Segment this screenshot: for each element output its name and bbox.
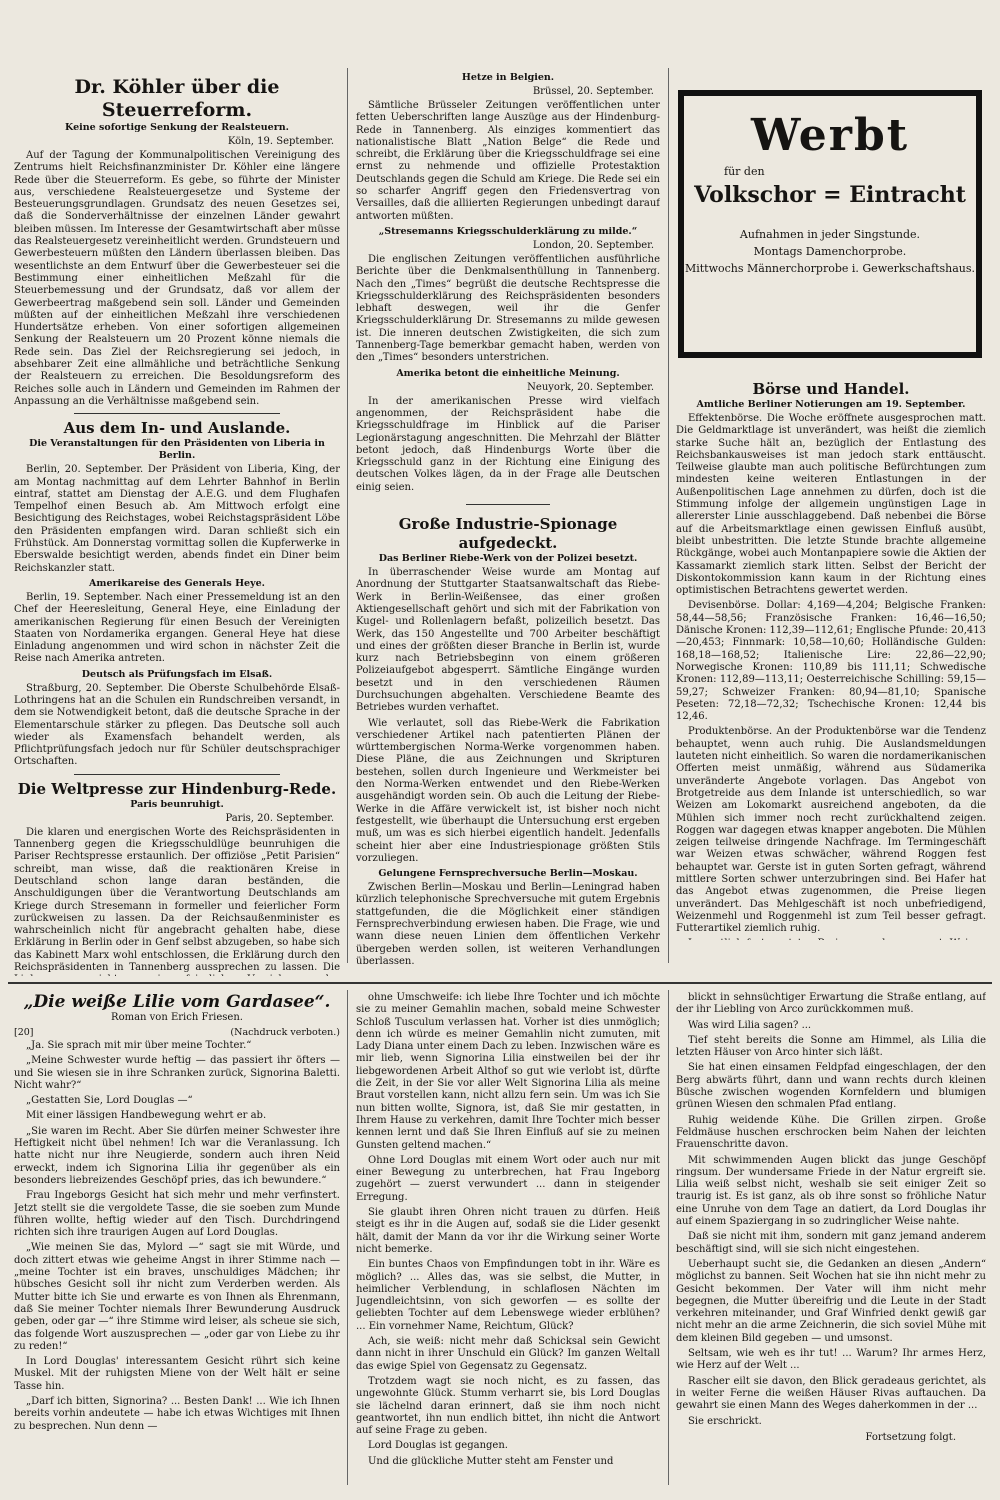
novel-paragraph: Rascher eilt sie davon, den Blick geradeaus gerichtet, als in weiter Ferne die weißen Häuser Rivas auftauchen. Da gewahrt sie einen Mann des Weges daherkommen in der ... bbox=[676, 1375, 986, 1412]
novel-paragraph: Seltsam, wie weh es ihr tut! ... Warum? Ihr armes Herz, wie Herz auf der Welt ... bbox=[676, 1348, 986, 1372]
subheadline: Amtliche Berliner Notierungen am 19. September. bbox=[696, 399, 966, 410]
ad-line: Aufnahmen in jeder Singstunde. bbox=[739, 228, 921, 241]
novel-notes bbox=[14, 1027, 340, 1038]
headline-hetze: Hetze in Belgien. bbox=[461, 72, 555, 83]
currency-report: Devisenbörse. Dollar: 4,169—4,204; Belgische Franken: 58,44—58,56; Französische Franken: 16,46—16,50; Dänische Kronen: 112,39—112,61; Englische Pfunde: 20,413—20,453; Finnmark: 10,58—10,60; Holländische Gulden: 168,18—168,52; Italienische Lire: 22,86—22,90; Norwegische Kronen: 110,89 bis 111,11; Schwedische Kronen: 112,89—113,11; Oesterreichische Schilling: 59,15—59,27; Schweizer Franken: 80,94—81,10; Spanische Peseten: 72,18—72,32; Tschechische Kronen: 12,44 bis 12,46. bbox=[676, 600, 986, 723]
novel-paragraph: Sie hat einen einsamen Feldpfad eingeschlagen, der den Berg abwärts führt, dann und wann rechts durch kleinen Büsche zwischen wogenden Kornfeldern und blumigen grünen Wiesen den schmalen Pfad entlang. bbox=[676, 1062, 986, 1111]
dateline: London, 20. September. bbox=[532, 239, 654, 251]
dateline: Brüssel, 20. September. bbox=[532, 86, 654, 97]
novel-paragraph: Daß sie nicht mit ihm, sondern mit ganz jemand anderem beschäftigt sind, will sie sich nicht eingestehen. bbox=[676, 1231, 986, 1255]
novel-paragraph: „Darf ich bitten, Signorina? ... Besten Dank! ... Wie ich Ihnen bereits vorhin andeutete — habe ich etwas Wichtiges mit Ihnen zu besprechen. Nun denn — bbox=[14, 1396, 340, 1432]
copyright-note: (Nachdruck verboten.) bbox=[230, 1027, 340, 1038]
dateline: Neuyork, 20. September. bbox=[527, 381, 654, 393]
article-text: Straßburg, 20. September. Die Oberste Schulbehörde Elsaß-Lothringens hat an die Schulen ein Rundschreiben versandt, in dem sie Notwendigkeit betont, daß die deutsche Sprache in der Elementarschule stärker zu pflegen. Das Deutsche soll auch wieder als Examensfach behandelt werden, als Pflichtprüfungsfach jedoch nur für Schüler deutschsprachiger Ortschaften. bbox=[14, 682, 340, 768]
column-divider-1 bbox=[347, 68, 348, 963]
produce-report: Produktenbörse. An der Produktenbörse war die Tendenz behauptet, wenn auch ruhig. Die Auslandsmeldungen lauteten nicht einheitlich. So waren die nordamerikanischen Offerten meist unmäßig, während aus Südamerika unveränderte Angebote vorlagen. Das Angebot von Brotgetreide aus dem Inlande ist unterschiedlich, so war Weizen am Lokomarkt ausreichend angeboten, da die Mühlen sich immer noch recht zurückhaltend zeigen. Roggen war dagegen etwas knapper angeboten. Die Mühlen zeigen teilweise dringende Nachfrage. Im Termingeschäft war Weizen etwas schwächer, während Roggen fest behauptet war. Gerste ist in guten Sorten gefragt, während mittlere Sorten schwer unterzubringen sind. Bei Hafer hat das Angebot etwas zugenommen, die Preise liegen unverändert. Das Mehlgeschäft ist noch unbefriedigend, Weizenmehl und Roggenmehl ist zum Teil besser gefragt. Futterartikel ziemlich ruhig. bbox=[676, 726, 986, 935]
article-text: Wie verlautet, soll das Riebe-Werk die Fabrikation verschiedener Artikel nach patentierten Plänen der württembergischen Norma-Werke vorgenommen haben. Diese Pläne, die aus Zeichnungen und Skripturen bestehen, sollen durch Ingenieure und Werkmeister bei den Norma-Werken entwendet und den Riebe-Werken ausgehändigt worden sein. Ob auch die Leitung der Riebe-Werke in die Affäre verwickelt ist, ist bisher noch nicht festgestellt, wie überhaupt die Untersuchung erst ergeben muß, um was es sich hierbei eigentlich handelt. Jedenfalls scheint hier aber eine Industriespionage größten Stils vorzuliegen. bbox=[356, 717, 660, 864]
novel-paragraph: Sie glaubt ihren Ohren nicht trauen zu dürfen. Heiß steigt es ihr in die Augen auf, sodaß sie die Lider gesenkt hält, damit der Mann da vor ihr die Wirkung seiner Worte nicht bemerke. bbox=[356, 1207, 660, 1255]
ad-fuer: für den bbox=[724, 165, 765, 178]
novel-paragraph: Ohne Lord Douglas mit einem Wort oder auch nur mit einer Bewegung zu unterbrechen, hat Frau Ingeborg zugehört — zuerst verwundert ... dann in steigender Erregung. bbox=[356, 1154, 660, 1203]
subheadline: Amerikareise des Generals Heye. bbox=[89, 577, 265, 589]
subheadline: Keine sofortige Senkung der Realsteuern. bbox=[65, 122, 289, 133]
column-middle bbox=[356, 72, 660, 972]
novel-byline: Roman von Erich Friesen. bbox=[111, 1012, 243, 1023]
novel-text bbox=[14, 1040, 340, 1433]
feuilleton-divider-2 bbox=[668, 990, 669, 1485]
article-text: Sämtliche Brüsseler Zeitungen veröffentlichen unter fetten Ueberschriften lange Auszüge aus der Hindenburg-Rede in Tannenberg. Als einziges kommentiert das nationalistische Blatt „Nation Belge“ die Rede und schreibt, die Erklärung über die Kriegsschuldfrage sei eine ernst zu nehmende und offizielle Protestaktion Deutschlands gegen die Schuld am Kriege. Die Rede sei ein so scharfer Angriff gegen den Friedensvertrag von Versailles, daß die alliierten Regierungen unbedingt darauf antworten müßten. bbox=[356, 100, 660, 222]
novel-paragraph: Frau Ingeborgs Gesicht hat sich mehr und mehr verfinstert. Jetzt stellt sie die vergoldete Tasse, die sie soeben zum Munde führen wollte, heftig wieder auf den Tisch. Durchdringend richten sich ihre traurigen Augen auf Lord Douglas. bbox=[14, 1190, 340, 1239]
subheadline bbox=[356, 971, 660, 972]
novel-paragraph: „Ja. Sie sprach mit mir über meine Tochter.“ bbox=[26, 1040, 252, 1051]
article-text: Zwischen Berlin—Moskau und Berlin—Leningrad haben kürzlich telephonische Sprechversuche mit gutem Ergebnis stattgefunden, die die Möglichkeit einer ständigen Fernsprechverbindung erwiesen haben. Die Frage, wie und wann diese neuen Linien dem öffentlichen Verkehr übergeben werden sollen, ist weiteren Verhandlungen überlassen. bbox=[356, 882, 660, 967]
novel-paragraph: „Sie waren im Recht. Aber Sie dürfen meiner Schwester ihre Heftigkeit nicht übel nehmen! Ich war die Veranlassung. Ich hatte nicht nur ihre Neugierde, sondern auch ihren Neid erweckt, indem ich Signorina Lilia ihr gegenüber als ein besonders liebreizendes Geschöpf pries, das ich bewundere.“ bbox=[14, 1125, 340, 1186]
novel-paragraph: In Lord Douglas' interessantem Gesicht rührt sich keine Muskel. Mit der ruhigsten Miene von der Welt hält er seine Tasse hin. bbox=[14, 1356, 340, 1392]
column-left bbox=[14, 76, 340, 976]
headline-boerse: Börse und Handel. bbox=[752, 380, 910, 398]
novel-paragraph: „Gestatten Sie, Lord Douglas —“ bbox=[26, 1095, 193, 1107]
subheadline: Deutsch als Prüfungsfach im Elsaß. bbox=[81, 668, 273, 680]
novel-paragraph: Mit schwimmenden Augen blickt das junge Geschöpf ringsum. Der wundersame Friede in der Natur ergreift sie. Lilia weiß selbst nicht, weshalb sie seit einiger Zeit so traurig ist. Es ist ganz, als ob ihre sonst so fröhliche Natur eine Unruhe von dem Tage an datiert, da Lord Douglas ihr auf einem Spaziergang in so zudringlicher Weise nahte. bbox=[676, 1154, 986, 1228]
novel-paragraph: Sie erschrickt. bbox=[688, 1415, 762, 1427]
subheadline: Die Veranstaltungen für den Präsidenten von Liberia in Berlin. bbox=[29, 438, 325, 462]
novel-paragraph: Was wird Lilia sagen? ... bbox=[688, 1019, 812, 1031]
feuilleton-divider-1 bbox=[347, 990, 348, 1485]
novel-paragraph: Ruhig weidende Kühe. Die Grillen zirpen. Große Feldmäuse huschen erschrocken beim Nahen der leichten Frauenschritte davon. bbox=[676, 1114, 986, 1151]
feuilleton-column-3 bbox=[676, 992, 986, 1492]
headline-industrie-spionage: Große Industrie-Spionage aufgedeckt. bbox=[398, 515, 618, 553]
headline-inland-ausland: Aus dem In- und Auslande. bbox=[63, 419, 291, 438]
dateline: Köln, 19. September. bbox=[227, 136, 334, 147]
subheadline: Gelungene Fernsprechversuche Berlin—Moskau. bbox=[378, 868, 638, 880]
subheadline: Paris beunruhigt. bbox=[130, 798, 224, 810]
price-list bbox=[676, 938, 986, 940]
novel-title: „Die weiße Lilie vom Gardasee“. bbox=[23, 992, 331, 1012]
fortsetzung-note: Fortsetzung folgt. bbox=[865, 1431, 956, 1443]
dateline: Paris, 20. September. bbox=[225, 812, 334, 824]
market-report: Effektenbörse. Die Woche eröffnete ausgesprochen matt. Die Geldmarktlage ist unverändert, was heißt die ziemlich starke Suche hält an, bezüglich der Entlastung des Reichsbankausweises ist man jedoch stark enttäuscht. Teilweise glaubte man auch politische Befürchtungen zum mindesten keine weiteren Entlastungen in der Außenpolitischen Lage annehmen zu dürfen, doch ist die Stimmung infolge der allgemein ungünstigen Lage in allererster Linie ausschlaggebend. Daß nebenbei die Börse auf die Arbeitsmarktlage einen gewissen Einfluß ausübt, bleibt unbestritten. Die letzte Stunde brachte allgemeine Rückgänge, wobei auch Montanpapiere sowie die Aktien der Kassamarkt ziemlich stark litten. Selbst der Bericht der Diskontokommission kann kaum in der Richtung eines optimistischen Betrachtens gewertet werden. bbox=[676, 413, 986, 597]
rule bbox=[466, 504, 550, 505]
ad-line: Mittwochs Männerchorprobe i. Gewerkschaftshaus. bbox=[684, 262, 975, 275]
novel-paragraph: Tief steht bereits die Sonne am Himmel, als Lilia die letzten Häuser von Arco hinter sich läßt. bbox=[676, 1034, 986, 1059]
article-text: In überraschender Weise wurde am Montag auf Anordnung der Stuttgarter Staatsanwaltschaft das Riebe-Werk in Berlin-Weißensee, das einer großen Aktiengesellschaft gehört und sich mit der Fabrikation von Kugel- und Rollenlagern befaßt, polizeilich besetzt. Das Werk, das 150 Angestellte und 700 Arbeiter beschäftigt und eines der größten dieser Branche in Berlin ist, wurde kurz nach Betriebsbeginn von einem größeren Polizeiaufgebot abgesperrt. Sämtliche Eingänge wurden besetzt und in den verschiedenen Räumen Durchsuchungen abgehalten. Verschiedene Beamte des Betriebes wurden verhaftet. bbox=[356, 567, 660, 714]
ad-organization: Volkschor = Eintracht bbox=[694, 182, 966, 208]
feuilleton-column-1 bbox=[14, 992, 340, 1492]
novel-paragraph: Ueberhaupt sucht sie, die Gedanken an diesen „Andern“ möglichst zu bannen. Seit Wochen hat sie ihn nicht mehr zu Gesicht bekommen. Der Vater will ihm nicht mehr begegnen, die Mutter übereifrig und die Leute in der Stadt verkehren miteinander, und Graf Winfried denkt gewiß gar nicht mehr an die arme Zeichnerin, die sich soviel Mühe mit dem kleinen Bild gegeben — und umsonst. bbox=[676, 1258, 986, 1344]
ad-headline: Werbt bbox=[750, 110, 910, 161]
headline-steuerreform: Dr. Köhler über die Steuerreform. bbox=[74, 76, 280, 121]
novel-paragraph: blickt in sehnsüchtiger Erwartung die Straße entlang, auf der ihr Liebling von Arco zurückkommen muß. bbox=[676, 992, 986, 1016]
feuilleton-divider bbox=[8, 982, 992, 984]
novel-paragraph: Ach, sie weiß: nicht mehr daß Schicksal sein Gewicht dann nicht in ihrer Unschuld ein Glück? Im ganzen Weltall das ewige Spiel von Gegensatz zu Gegensatz. bbox=[356, 1336, 660, 1372]
novel-paragraph: Und die glückliche Mutter steht am Fenster und bbox=[368, 1455, 614, 1467]
feuilleton-column-2 bbox=[356, 992, 660, 1492]
novel-text bbox=[356, 992, 660, 1468]
novel-paragraph: „Wie meinen Sie das, Mylord —“ sagt sie mit Würde, und doch zittert etwas wie geheime Angst in ihrer Stimme nach — „meine Tochter ist ein braves, unschuldiges Mädchen; ihr hübsches Gesicht soll ihr nicht zum Verderben werden. Als Mutter bitte ich Sie und erwarte es von Ihnen als Ehrenmann, daß Sie meiner Tochter niemals Ihrer Bewunderung Ausdruck geben, oder gar —“ ihre Stimme wird leiser, als scheue sie sich, das folgende Wort auszusprechen — „oder gar von Liebe zu ihr zu reden!“ bbox=[14, 1242, 340, 1352]
column-right bbox=[676, 380, 986, 940]
subheadline: „Stresemanns Kriegsschulderklärung zu milde.“ bbox=[378, 225, 638, 237]
article-text: Die englischen Zeitungen veröffentlichen ausführliche Berichte über die Denkmalsenthüllung in Tannenberg. Nach den „Times“ begrüßt die deutsche Rechtspresse die Kriegsschulderklärung des Reichspräsidenten besonders lebhaft deswegen, weil ihr die Genfer Kriegsschulderklärung Dr. Stresemanns zu milde gewesen ist. Die inneren deutschen Zwistigkeiten, die sich zum Tannenberg-Tage bemerkbar gemacht haben, werden von den „Times“ besonders unterstrichen. bbox=[356, 253, 660, 364]
novel-paragraph: Mit einer lässigen Handbewegung wehrt er ab. bbox=[26, 1110, 267, 1122]
article-text: Die klaren und energischen Worte des Reichspräsidenten in Tannenberg gegen die Kriegsschuldlüge beunruhigen die Pariser Rechtspresse erstaunlich. Der offiziöse „Petit Parisien“ schreibt, man wisse, daß die reaktionären Kreise in Deutschland schon lange daran beständen, die Anschuldigungen über die Verantwortung Deutschlands am Kriege durch Stresemann in formeller und feierlicher Form zurückweisen zu lassen. Da der Reichsaußenminister es wahrscheinlich nicht für angebracht gehalten habe, diese Erklärung in Berlin oder in Genf selbst abzugeben, so habe sich das Kabinett Marx wohl entschlossen, die Erklärung durch den Reichspräsidenten in Tannenberg aussprechen zu lassen. Die bbox=[14, 826, 340, 974]
article-text: In der amerikanischen Presse wird vielfach angenommen, der Reichspräsident habe die Kriegsschuldfrage im Hinblick auf die Pariser Legionärstagung angeschnitten. Die Mehrzahl der Blätter betont jedoch, daß Hindenburgs Worte über die Kriegsschuld ganz in der Richtung eine Einigung des deutschen Volkes lägen, da in der Frage alle Deutschen einig seien. bbox=[356, 395, 660, 493]
rule bbox=[74, 413, 280, 414]
novel-paragraph: Lord Douglas ist gegangen. bbox=[368, 1440, 508, 1452]
article-text: Berlin, 19. September. Nach einer Pressemeldung ist an den Chef der Heeresleitung, General Heye, eine Einladung der amerikanischen Regierung für einen Besuch der Vereinigten Staaten von Nordamerika ergangen. General Heye hat diese Einladung angenommen und wird schon in nächster Zeit die Reise nach Amerika antreten. bbox=[14, 591, 340, 665]
novel-paragraph: ohne Umschweife: ich liebe Ihre Tochter und ich möchte sie zu meiner Gemahlin machen, sobald meine Schwester Schloß Tusculum verlassen hat. Vorher ist dies unmöglich; denn ich würde es meiner Gemahlin nicht zumuten, mit Lady Diana unter einem Dach zu leben. Inzwischen wäre es mir lieb, wenn Signorina Lilia einstweilen bei der ihr liebgewordenen Arbeit Althof so gut wie verlobt ist, dürfte die Zeit, in der Sie vor aller Welt Signorina Lilia als meine Braut vorstellen kann, nicht allzu fern sein. Um was ich Sie nun bitten wollte, Signora, ist, daß Sie mir gestatten, in Ihrem Hause zu verkehren, damit Ihre Tochter mich besser kennen lernt und daß Sie Ihren Einfluß auf sie zu meinen Gunsten geltend machen.“ bbox=[356, 992, 660, 1151]
novel-paragraph: Ein buntes Chaos von Empfindungen tobt in ihr. Wäre es möglich? ... Alles das, was sie selbst, die Mutter, in heimlicher Verblendung, in schlaflosen Nächten im Jugendleichtsinn, von sich geworfen — es sollte der geliebten Tochter auf dem Lebenswege wieder erblühen? ... Ein vornehmer Name, Reichtum, Glück? bbox=[356, 1259, 660, 1332]
column-divider-2 bbox=[668, 68, 669, 963]
subheadline: Amerika betont die einheitliche Meinung. bbox=[396, 367, 620, 379]
advertisement-volkschor bbox=[678, 90, 982, 358]
article-text: Auf der Tagung der Kommunalpolitischen Vereinigung des Zentrums hielt Reichsfinanzminister Dr. Köhler eine längere Rede über die Steuerreform. Es gebe, so führte der Minister aus, verschiedene Realsteuergesetze und Systeme der Besteuerungsgrundlagen. Grundsatz des neuen Gesetzes sei, daß die Sonderverhältnisse der einzelnen Länder gewahrt bleiben müssen. Im Interesse der Gesamtwirtschaft aber müsse das Realsteuergesetz vereinheitlicht werden. Grundsteuern und Gewerbesteuern müßten den Ländern überlassen bleiben. Das wesentlichste an dem Entwurf über die Gewerbesteuer sei die Bestimmung einer einheitlichen Meßzahl für die Steuerbemessung und der Grundsatz, daß vor allem der Gewerbeertrag maßgebend sein soll. Länder und Gemeinden müßten auf der einheitlichen Meßzahl ihre verschiedenen Hundertsätze erheben. Von einer sofortigen allgemeinen Senkung der Realsteuern um 20 Prozent könne niemals die Rede sein. Das Ziel der Reichsregierung sei jedoch, in absehbarer Zeit eine allmähliche und beträchtliche Senkung der Realsteuern zu erreichen. Die Besoldungsreform des Reiches solle auch in Ländern und Gemeinden im Rahmen der Anpassung an die Verhältnisse maßgebend sein. bbox=[14, 150, 340, 407]
article-text: Berlin, 20. September. Der Präsident von Liberia, King, der am Montag nachmittag auf dem Lehrter Bahnhof in Berlin eintraf, stattet am Dienstag der A.E.G. und dem Flughafen Tempelhof einen Besuch ab. Am Mittwoch erfolgt eine Besichtigung des Reichstages, wobei Reichstagspräsident Löbe den Präsidenten empfangen wird. Daran schließt sich ein Frühstück. Am Donnerstag vormittag sollen die Kupferwerke in Eberswalde besichtigt werden, abends findet ein Diner beim Reichskanzler statt. bbox=[14, 464, 340, 574]
installment-number: [20] bbox=[14, 1027, 34, 1038]
novel-paragraph: Trotzdem wagt sie noch nicht, es zu fassen, das ungewohnte Glück. Stumm verharrt sie, bis Lord Douglas sie lächelnd daran erinnert, daß sie ihm noch nicht geantwortet, ihn nun endlich bittet, ihn nicht die Antwort auf seine Frage zu geben. bbox=[356, 1375, 660, 1437]
novel-text bbox=[676, 992, 986, 1428]
novel-paragraph: „Meine Schwester wurde heftig — das passiert ihr öfters — und Sie wiesen sie in ihre Schranken zurück, Signorina Baletti. Nicht wahr?“ bbox=[14, 1055, 340, 1091]
subheadline: Das Berliner Riebe-Werk von der Polizei besetzt. bbox=[378, 553, 638, 565]
ad-line: Montags Damenchorprobe. bbox=[753, 245, 907, 258]
rule bbox=[74, 774, 280, 775]
headline-weltpresse: Die Weltpresse zur Hindenburg-Rede. bbox=[17, 779, 337, 798]
